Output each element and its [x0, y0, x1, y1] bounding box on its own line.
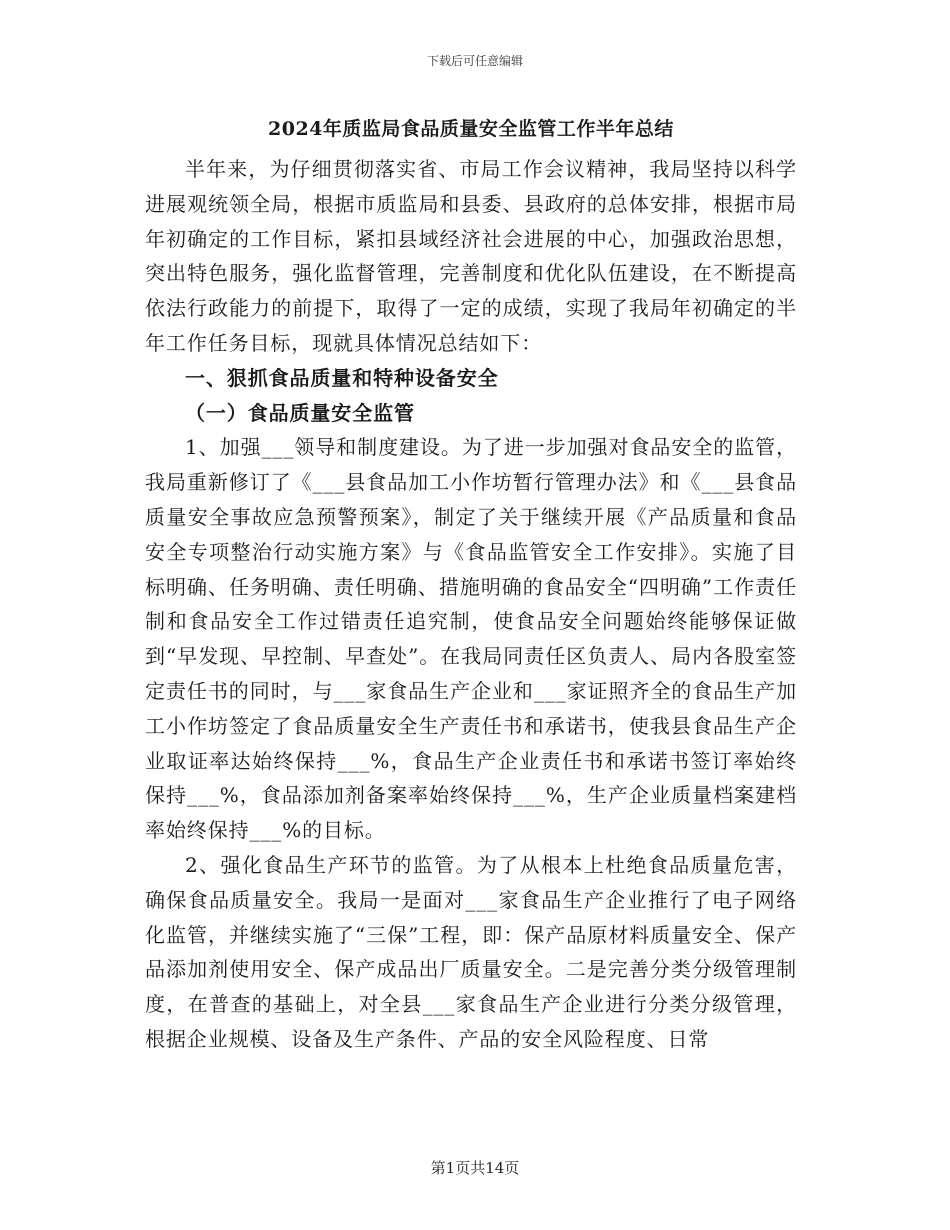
section-heading-1: 一、狠抓食品质量和特种设备安全 [185, 365, 499, 390]
intro-paragraph: 半年来，为仔细贯彻落实省、市局工作会议精神，我局坚持以科学进展观统领全局，根据市质监局和县委、县政府的总体安排，根据市局年初确定的工作目标，紧扣县域经济社会进展的中心，加强政治思想，突出特色服务，强化监督管理，完善制度和优化队伍建设，在不断提高依法行政能力的前提下，取得了一定的成绩，实现了我局年初确定的半年工作任务目标，现就具体情况总结如下： [145, 157, 797, 355]
document-body [145, 112, 797, 1057]
page-number: 第1页共14页 [430, 1159, 520, 1177]
document-title: 2024年质监局食品质量安全监管工作半年总结 [268, 118, 674, 140]
paragraph-item-1: 1、加强___领导和制度建设。为了进一步加强对食品安全的监管，我局重新修订了《___县食品加工小作坊暂行管理办法》和《___县食品质量安全事故应急预警预案》，制定了关于继续开展《产品质量和食品安全专项整治行动实施方案》与《食品监管安全工作安排》。实施了目标明确、任务明确、责任明确、措施明确的食品安全“四明确”工作责任制和食品安全工作过错责任追究制，使食品安全问题始终能够保证做到“早发现、早控制、早查处”。在我局同责任区负责人、局内各股室签定责任书的同时，与___家食品生产企业和___家证照齐全的食品生产加工小作坊签定了食品质量安全生产责任书和承诺书，使我县食品生产企业取证率达始终保持___%，食品生产企业责任书和承诺书签订率始终保持___%，食品添加剂备案率始终保持___%，生产企业质量档案建档率始终保持___%的目标。 [145, 435, 797, 843]
page-header-note: 下载后可任意编辑 [426, 54, 523, 68]
paragraph-item-2: 2、强化食品生产环节的监管。为了从根本上杜绝食品质量危害，确保食品质量安全。我局一是面对___家食品生产企业推行了电子网络化监管，并继续实施了“三保”工程，即：保产品原材料质量安全、保产品添加剂使用安全、保产成品出厂质量安全。二是完善分类分级管理制度，在普查的基础上，对全县___家食品生产企业进行分类分级管理，根据企业规模、设备及生产条件、产品的安全风险程度、日常 [145, 852, 797, 1051]
subsection-heading-1: （一）食品质量安全监管 [185, 400, 415, 425]
